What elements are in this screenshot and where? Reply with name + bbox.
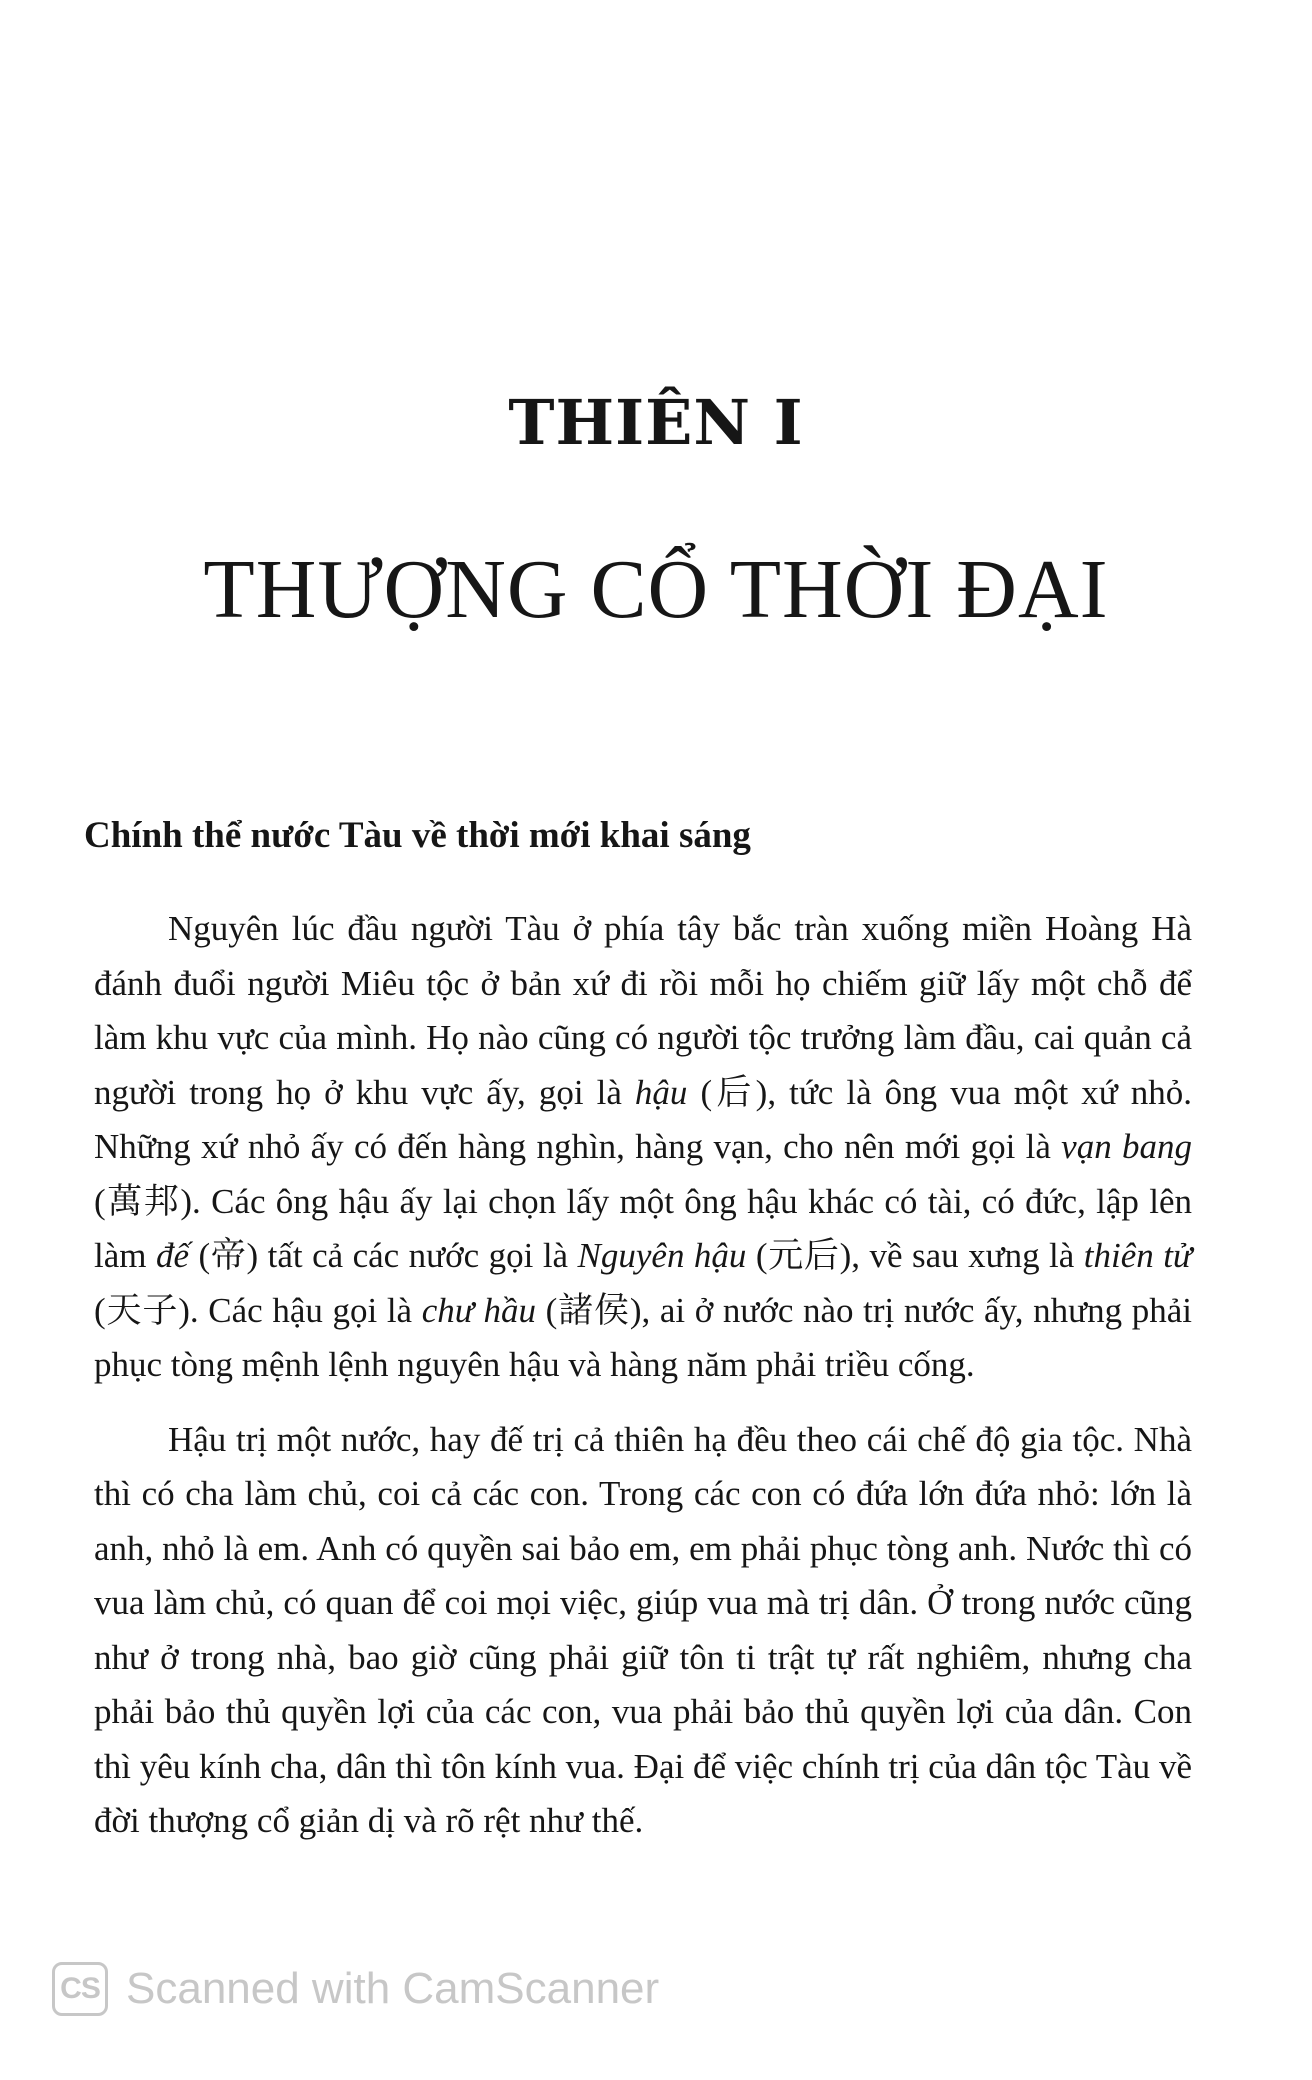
italic-term: hậu [634,1072,688,1112]
italic-term: chư hầu [421,1290,536,1330]
chapter-title: THƯỢNG CỔ THỜI ĐẠI [203,543,1109,636]
italic-term: thiên tử [1083,1236,1193,1275]
italic-term: Nguyên hậu [577,1236,747,1275]
text-run: (元后), về sau xưng là [746,1236,1084,1275]
text-run: Nguyên lúc đầu người Tàu ở phía tây bắc tràn xuống miền Hoàng Hà đánh đuổi người Miêu tộc ở bản xứ đi rồi mỗi họ chiếm giữ lấy một chỗ để làm khu vực của mình. Họ nào cũng có người tộc trưởng làm đầu, cai quản cả người trong họ ở khu vực ấy, gọi là [94,909,1192,1112]
camscanner-watermark [52,1962,659,2016]
paragraph-1 [94,902,1192,1393]
text-run: (諸侯), ai ở nước nào trị nước ấy, nhưng phải phục tòng mệnh lệnh nguyên hậu và hàng năm phải triều cống. [94,1290,1192,1384]
camscanner-logo-icon: CS [52,1962,108,2016]
text-run: (萬邦). Các ông hậu ấy lại chọn lấy một ông hậu khác có tài, có đức, lập lên làm [94,1181,1192,1275]
text-run: (帝) tất cả các nước gọi là [189,1236,578,1275]
section-heading: Chính thể nước Tàu về thời mới khai sáng [84,815,751,856]
italic-term: đế [155,1236,189,1275]
watermark-text: Scanned with CamScanner [126,1964,660,2013]
part-title: THIÊN I [508,386,804,459]
paragraph-2: Hậu trị một nước, hay đế trị cả thiên hạ đều theo cái chế độ gia tộc. Nhà thì có cha làm chủ, coi cả các con. Trong các con có đứa lớn đứa nhỏ: lớn là anh, nhỏ là em. Anh có quyền sai bảo em, em phải phục tòng anh. Nước thì có vua làm chủ, có quan để coi mọi việc, giúp vua mà trị dân. Ở trong nước cũng như ở trong nhà, bao giờ cũng phải giữ tôn ti trật tự rất nghiêm, nhưng cha phải bảo thủ quyền lợi của các con, vua phải bảo thủ quyền lợi của dân. Con thì yêu kính cha, dân thì tôn kính vua. Đại để việc chính trị của dân tộc Tàu về đời thượng cổ giản dị và rõ rệt như thế. [94,1419,1192,1840]
italic-term: vạn bang [1061,1127,1192,1166]
text-run: (后), tức là ông vua một xứ nhỏ. Những xứ nhỏ ấy có đến hàng nghìn, hàng vạn, cho nên mới gọi là [94,1072,1192,1166]
body-text [94,902,1192,1869]
text-run: (天子). Các hậu gọi là [94,1290,422,1330]
